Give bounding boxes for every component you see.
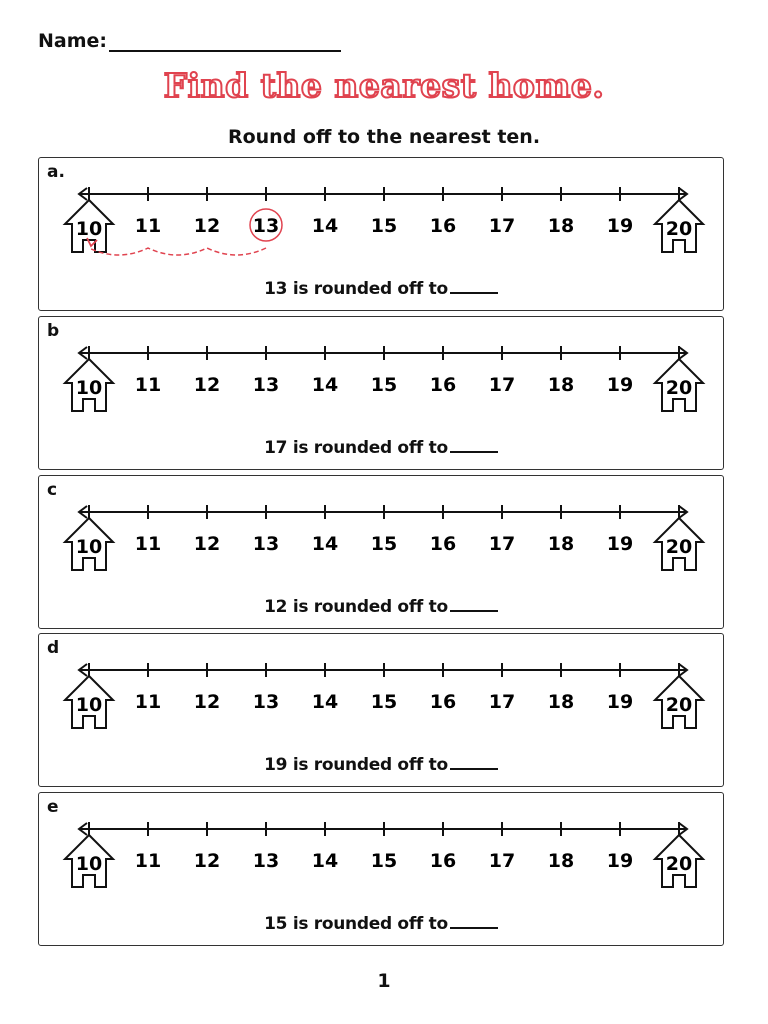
tick-label: 12 <box>193 850 221 872</box>
problem-box <box>38 633 724 787</box>
tick-label: 14 <box>311 533 339 555</box>
problem-box <box>38 316 724 470</box>
home-20-icon-label: 20 <box>665 218 693 240</box>
home-20-icon <box>655 359 703 411</box>
tick-label: 11 <box>134 691 162 713</box>
tick-label: 11 <box>134 374 162 396</box>
sentence-text: 12 is rounded off to <box>264 597 448 617</box>
answer-blank[interactable] <box>450 913 498 929</box>
tick-label: 16 <box>429 691 457 713</box>
tick-label: 15 <box>370 215 398 237</box>
hop-path <box>89 248 266 255</box>
home-10-icon <box>65 200 113 252</box>
tick-label: 17 <box>488 215 516 237</box>
rounding-sentence <box>39 596 723 617</box>
name-field <box>38 30 341 52</box>
home-20-icon <box>655 676 703 728</box>
tick-label: 19 <box>606 533 634 555</box>
answer-blank[interactable] <box>450 596 498 612</box>
worksheet-title: Find the nearest home. <box>163 66 605 105</box>
tick-label: 12 <box>193 215 221 237</box>
problem-label: a. <box>47 162 65 182</box>
tick-label: 11 <box>134 215 162 237</box>
tick-label: 13 <box>252 850 280 872</box>
tick-label: 14 <box>311 691 339 713</box>
tick-label: 17 <box>488 533 516 555</box>
home-10-icon <box>65 359 113 411</box>
home-20-icon <box>655 518 703 570</box>
tick-label: 15 <box>370 850 398 872</box>
tick-label: 12 <box>193 374 221 396</box>
home-20-icon-label: 20 <box>665 377 693 399</box>
home-10-icon <box>65 518 113 570</box>
tick-label: 16 <box>429 374 457 396</box>
home-20-icon <box>655 835 703 887</box>
tick-label: 15 <box>370 374 398 396</box>
rounding-sentence <box>39 754 723 775</box>
home-10-icon <box>65 676 113 728</box>
home-20-icon-label: 20 <box>665 536 693 558</box>
answer-blank[interactable] <box>450 754 498 770</box>
sentence-text: 15 is rounded off to <box>264 914 448 934</box>
tick-label: 19 <box>606 691 634 713</box>
problem-box <box>38 475 724 629</box>
tick-label: 13 <box>252 374 280 396</box>
tick-label: 14 <box>311 215 339 237</box>
problem-box <box>38 157 724 311</box>
tick-label: 19 <box>606 215 634 237</box>
tick-label: 17 <box>488 850 516 872</box>
tick-label: 18 <box>547 215 575 237</box>
home-10-icon-label: 10 <box>75 536 103 558</box>
tick-label: 16 <box>429 533 457 555</box>
tick-label: 17 <box>488 691 516 713</box>
tick-label: 15 <box>370 691 398 713</box>
page-number: 1 <box>377 970 391 992</box>
tick-label: 19 <box>606 850 634 872</box>
tick-label: 11 <box>134 533 162 555</box>
name-blank[interactable] <box>109 32 341 52</box>
name-label: Name: <box>38 30 108 52</box>
tick-label: 19 <box>606 374 634 396</box>
tick-label: 14 <box>311 850 339 872</box>
sentence-text: 19 is rounded off to <box>264 755 448 775</box>
tick-label: 13 <box>252 691 280 713</box>
tick-label: 18 <box>547 691 575 713</box>
tick-label: 12 <box>193 691 221 713</box>
tick-label: 13 <box>252 533 280 555</box>
tick-label: 17 <box>488 374 516 396</box>
home-10-icon <box>65 835 113 887</box>
tick-label: 11 <box>134 850 162 872</box>
tick-label: 16 <box>429 850 457 872</box>
home-10-icon-label: 10 <box>75 694 103 716</box>
home-10-icon-label: 10 <box>75 853 103 875</box>
answer-blank[interactable] <box>450 437 498 453</box>
home-20-icon-label: 20 <box>665 853 693 875</box>
tick-label: 14 <box>311 374 339 396</box>
problem-label: c <box>47 480 58 500</box>
tick-label: 13 <box>252 215 280 237</box>
tick-label: 18 <box>547 850 575 872</box>
rounding-sentence <box>39 278 723 299</box>
problem-box <box>38 792 724 946</box>
sentence-text: 17 is rounded off to <box>264 438 448 458</box>
problem-label: e <box>47 797 59 817</box>
worksheet-instructions: Round off to the nearest ten. <box>227 126 541 148</box>
problem-label: b <box>47 321 60 341</box>
answer-blank[interactable] <box>450 278 498 294</box>
sentence-text: 13 is rounded off to <box>264 279 448 299</box>
tick-label: 12 <box>193 533 221 555</box>
home-10-icon-label: 10 <box>75 377 103 399</box>
tick-label: 18 <box>547 533 575 555</box>
problem-label: d <box>47 638 60 658</box>
home-20-icon-label: 20 <box>665 694 693 716</box>
tick-label: 18 <box>547 374 575 396</box>
rounding-sentence <box>39 437 723 458</box>
tick-label: 15 <box>370 533 398 555</box>
home-10-icon-label: 10 <box>75 218 103 240</box>
tick-label: 16 <box>429 215 457 237</box>
home-20-icon <box>655 200 703 252</box>
rounding-sentence <box>39 913 723 934</box>
